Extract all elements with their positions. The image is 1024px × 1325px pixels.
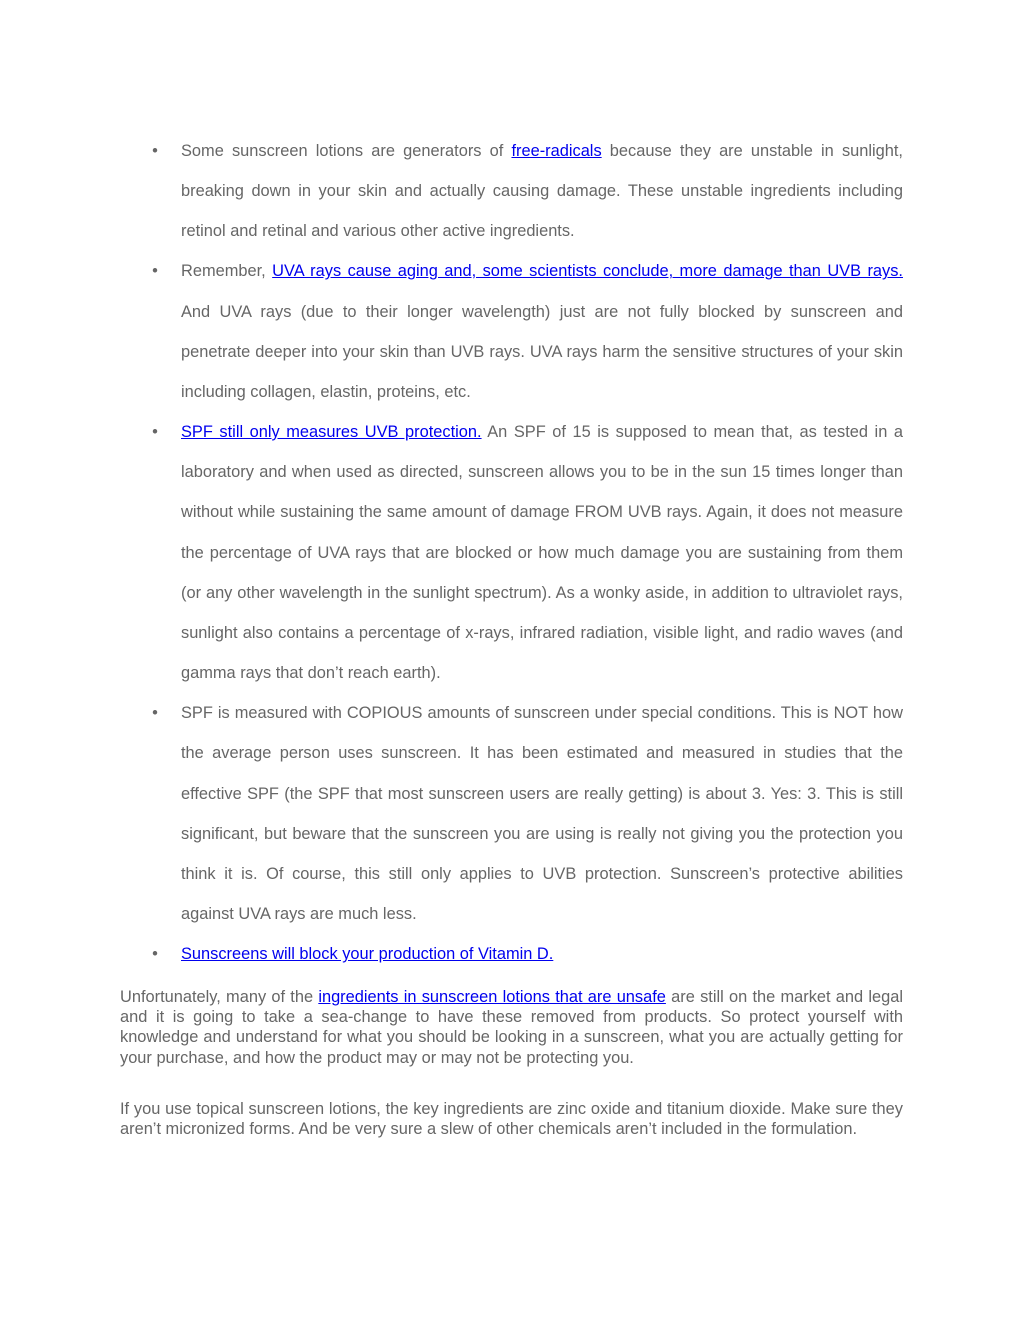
paragraph-text: If you use topical sunscreen lotions, the key ingredients are zinc oxide and titanium dioxide. Make sure they aren’t micronized forms. And be very sure a slew of other chemicals aren’t included in the formulation. bbox=[120, 1100, 903, 1139]
paragraph-text: Unfortunately, many of the bbox=[120, 988, 319, 1006]
bullet-icon: • bbox=[152, 262, 158, 281]
bullet-icon: • bbox=[152, 423, 158, 442]
list-item-text: Remember, bbox=[181, 262, 273, 281]
bullet-icon: • bbox=[152, 945, 158, 964]
bullet-icon: • bbox=[152, 704, 158, 723]
bullet-icon: • bbox=[152, 142, 158, 160]
list-item-text: An SPF of 15 is supposed to mean that, as tested in a laboratory and when used as directed, sunscreen allows you to be in the sun 15 times longer than without while sustaining the same amount of damage FROM UVB rays. Again, it does not measure the percentage of UVA rays that are blocked or how much damage you are sustaining from them (or any other wavelength in the sunlight spectrum). As a wonky aside, in addition to ultraviolet rays, sunlight also contains a percentage of x-rays, infrared radiation, visible light, and radio waves (and gamma rays that don’t reach earth). bbox=[181, 423, 903, 683]
list-item bbox=[120, 131, 903, 251]
paragraph-unsafe-ingredients bbox=[120, 987, 903, 1068]
list-item-text: because they are unstable in sunlight, breaking down in your skin and actually causing damage. These unstable ingredients including retinol and retinal and various other active ingredients. bbox=[181, 142, 903, 241]
paragraph-topical-sunscreen bbox=[120, 1099, 903, 1139]
vitamin-d-link[interactable]: Sunscreens will block your production of Vitamin D. bbox=[181, 945, 554, 964]
free-radicals-link[interactable]: free-radicals bbox=[511, 142, 602, 160]
list-item-text: SPF is measured with COPIOUS amounts of sunscreen under special conditions. This is NOT how the average person uses sunscreen. It has been estimated and measured in studies that the effective SPF (the SPF that most sunscreen users are really getting) is about 3. Yes: 3. This is still significant, but beware that the sunscreen you are using is really not giving you the protection you think it is. Of course, this still only applies to UVB protection. Sunscreen’s protective abilities against UVA rays are much less. bbox=[181, 704, 903, 923]
paragraph-text: are still on the market and legal and it is going to take a sea-change to have these removed from products. So protect yourself with knowledge and understand for what you should be looking in a sunscreen, what you are actually getting for your purchase, and how the product may or may not be protecting you. bbox=[120, 988, 903, 1067]
unsafe-ingredients-link[interactable]: ingredients in sunscreen lotions that are unsafe bbox=[318, 988, 666, 1006]
uva-rays-link[interactable]: UVA rays cause aging and, some scientists conclude, more damage than UVB rays. bbox=[272, 262, 903, 281]
bullet-list bbox=[120, 131, 903, 974]
list-item-text: Some sunscreen lotions are generators of bbox=[181, 142, 512, 160]
list-item bbox=[120, 693, 903, 934]
spf-uvb-link[interactable]: SPF still only measures UVB protection. bbox=[181, 423, 482, 442]
list-item bbox=[120, 251, 903, 412]
list-item bbox=[120, 412, 903, 693]
list-item bbox=[120, 934, 903, 974]
list-item-text: And UVA rays (due to their longer wavelength) just are not fully blocked by sunscreen and penetrate deeper into your skin than UVB rays. UVA rays harm the sensitive structures of your skin including collagen, elastin, proteins, etc. bbox=[181, 302, 903, 401]
